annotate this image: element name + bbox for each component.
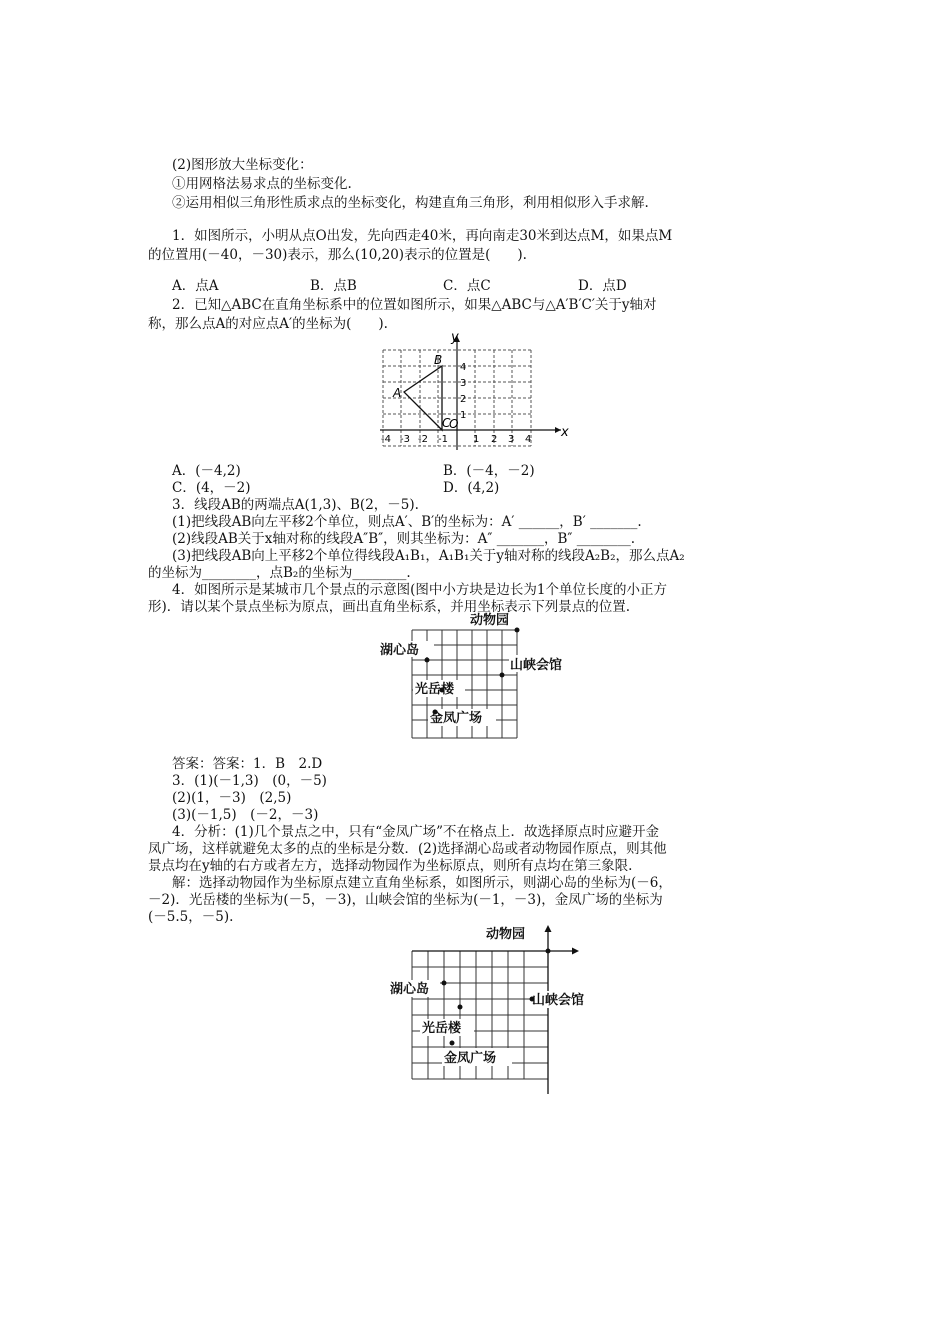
x-axis-arrow: [572, 948, 579, 955]
q2-option-a: A．(－4,2): [172, 463, 241, 479]
question-3-part: (2)线段AB关于x轴对称的线段A″B″，则其坐标为：A″ _______，B″ ________.: [172, 531, 636, 547]
point-b-label: B: [434, 353, 443, 367]
q1-option-b: B．点B: [310, 278, 357, 294]
x-tick-label: 2: [491, 434, 498, 445]
zoo-point: [515, 628, 520, 633]
x-axis-label: x: [561, 425, 569, 440]
hall-label: 山峡会馆: [510, 658, 563, 673]
lake-label: 湖心岛: [390, 982, 430, 997]
solution-line: (－5.5，－5).: [148, 909, 234, 925]
lake-point: [442, 981, 447, 986]
analysis-line: 4．分析：(1)几个景点之中，只有“金凤广场”不在格点上．故选择原点时应避开金: [172, 824, 660, 840]
scenic-map-with-axes-figure: [382, 922, 607, 1100]
question-2-text: 2．已知△ABC在直角坐标系中的位置如图所示，如果△ABC与△A′B′C′关于y轴对: [172, 297, 657, 313]
x-tick-label: -3: [400, 434, 410, 445]
tower-label: 光岳楼: [415, 682, 455, 697]
y-tick-label: 3: [460, 378, 467, 389]
y-tick-labels: [460, 362, 466, 421]
q1-option-a: A．点A: [172, 278, 219, 294]
y-axis-label: y: [451, 330, 459, 345]
x-tick-label: -4: [381, 434, 391, 445]
question-3-part: (1)把线段AB向左平移2个单位，则点A′、B′的坐标为：A′ ______，B′ _______.: [172, 514, 642, 530]
square-point: [450, 1041, 455, 1046]
question-3-text: 3．线段AB的两端点A(1,3)、B(2，－5).: [172, 497, 419, 513]
point-c-label: C: [442, 416, 451, 430]
tower-label: 光岳楼: [422, 1021, 462, 1036]
tower-point: [458, 1005, 463, 1010]
x-tick-labels: [381, 434, 531, 445]
question-3-part: (3)把线段AB向上平移2个单位得线段A₁B₁，A₁B₁关于y轴对称的线段A₂B₂，那么点A₂: [172, 548, 685, 564]
question-1-text: 的位置用(－40，－30)表示，那么(10,20)表示的位置是( ).: [148, 247, 527, 263]
lake-point: [425, 658, 430, 663]
solution-line: －2)．光岳楼的坐标为(－5，－3)，山峡会馆的坐标为(－1，－3)，金凤广场的坐标为: [148, 892, 663, 908]
answer-line: (2)(1，－3) (2,5): [172, 790, 292, 806]
solution-line: 解：选择动物园作为坐标原点建立直角坐标系，如图所示，则湖心岛的坐标为(－6，: [172, 875, 672, 891]
zoo-point: [546, 949, 551, 954]
y-tick-label: 1: [460, 410, 467, 421]
square-label: 金凤广场: [430, 711, 483, 726]
triangle-coordinate-figure: [378, 330, 573, 452]
y-tick-label: 4: [460, 362, 467, 373]
x-tick-label: 3: [508, 434, 515, 445]
answer-line: 3．(1)(－1,3) (0，－5): [172, 773, 327, 789]
zoo-label: 动物园: [486, 927, 526, 942]
intro-line: ①用网格法易求点的坐标变化.: [172, 176, 352, 192]
answer-line: (3)(－1,5) (－2，－3): [172, 807, 319, 823]
analysis-line: 凤广场，这样就避免太多的点的坐标是分数．(2)选择湖心岛或者动物园作原点，则其他: [148, 841, 667, 857]
scenic-map-figure: [350, 612, 585, 744]
x-tick-label: -1: [438, 434, 448, 445]
x-tick-label: -2: [418, 434, 428, 445]
q2-option-b: B．(－4，－2): [443, 463, 535, 479]
question-4-text: 4．如图所示是某城市几个景点的示意图(图中小方块是边长为1个单位长度的小正方: [172, 582, 667, 598]
hall-label: 山峡会馆: [532, 993, 585, 1008]
x-tick-label: 1: [473, 434, 480, 445]
square-label: 金凤广场: [444, 1051, 497, 1066]
origin-label: O: [449, 417, 459, 431]
y-axis-arrow: [545, 925, 552, 932]
point-a-label: A: [393, 386, 402, 400]
hall-point: [500, 673, 505, 678]
question-2-text: 称，那么点A的对应点A′的坐标为( ).: [148, 316, 388, 332]
y-tick-label: 2: [460, 394, 467, 405]
q1-option-d: D．点D: [578, 278, 627, 294]
answer-line: 答案：答案：1．B 2.D: [172, 756, 323, 772]
q2-option-c: C．(4，－2): [172, 480, 251, 496]
q2-option-d: D．(4,2): [443, 480, 500, 496]
q1-option-c: C．点C: [443, 278, 491, 294]
zoo-label: 动物园: [470, 613, 510, 628]
intro-line: (2)图形放大坐标变化：: [172, 157, 313, 173]
question-3-part: 的坐标为________，点B₂的坐标为________.: [148, 565, 411, 581]
x-tick-label: 4: [525, 434, 532, 445]
question-4-text: 形)．请以某个景点坐标为原点，画出直角坐标系，并用坐标表示下列景点的位置.: [148, 599, 631, 615]
analysis-line: 景点均在y轴的右方或者左方，选择动物园作为坐标原点，则所有点均在第三象限.: [148, 858, 633, 874]
intro-line: ②运用相似三角形性质求点的坐标变化，构建直角三角形，利用相似形入手求解.: [172, 195, 649, 211]
lake-label: 湖心岛: [380, 643, 420, 658]
question-1-text: 1．如图所示，小明从点O出发，先向西走40米，再向南走30米到达点M，如果点M: [172, 228, 673, 244]
